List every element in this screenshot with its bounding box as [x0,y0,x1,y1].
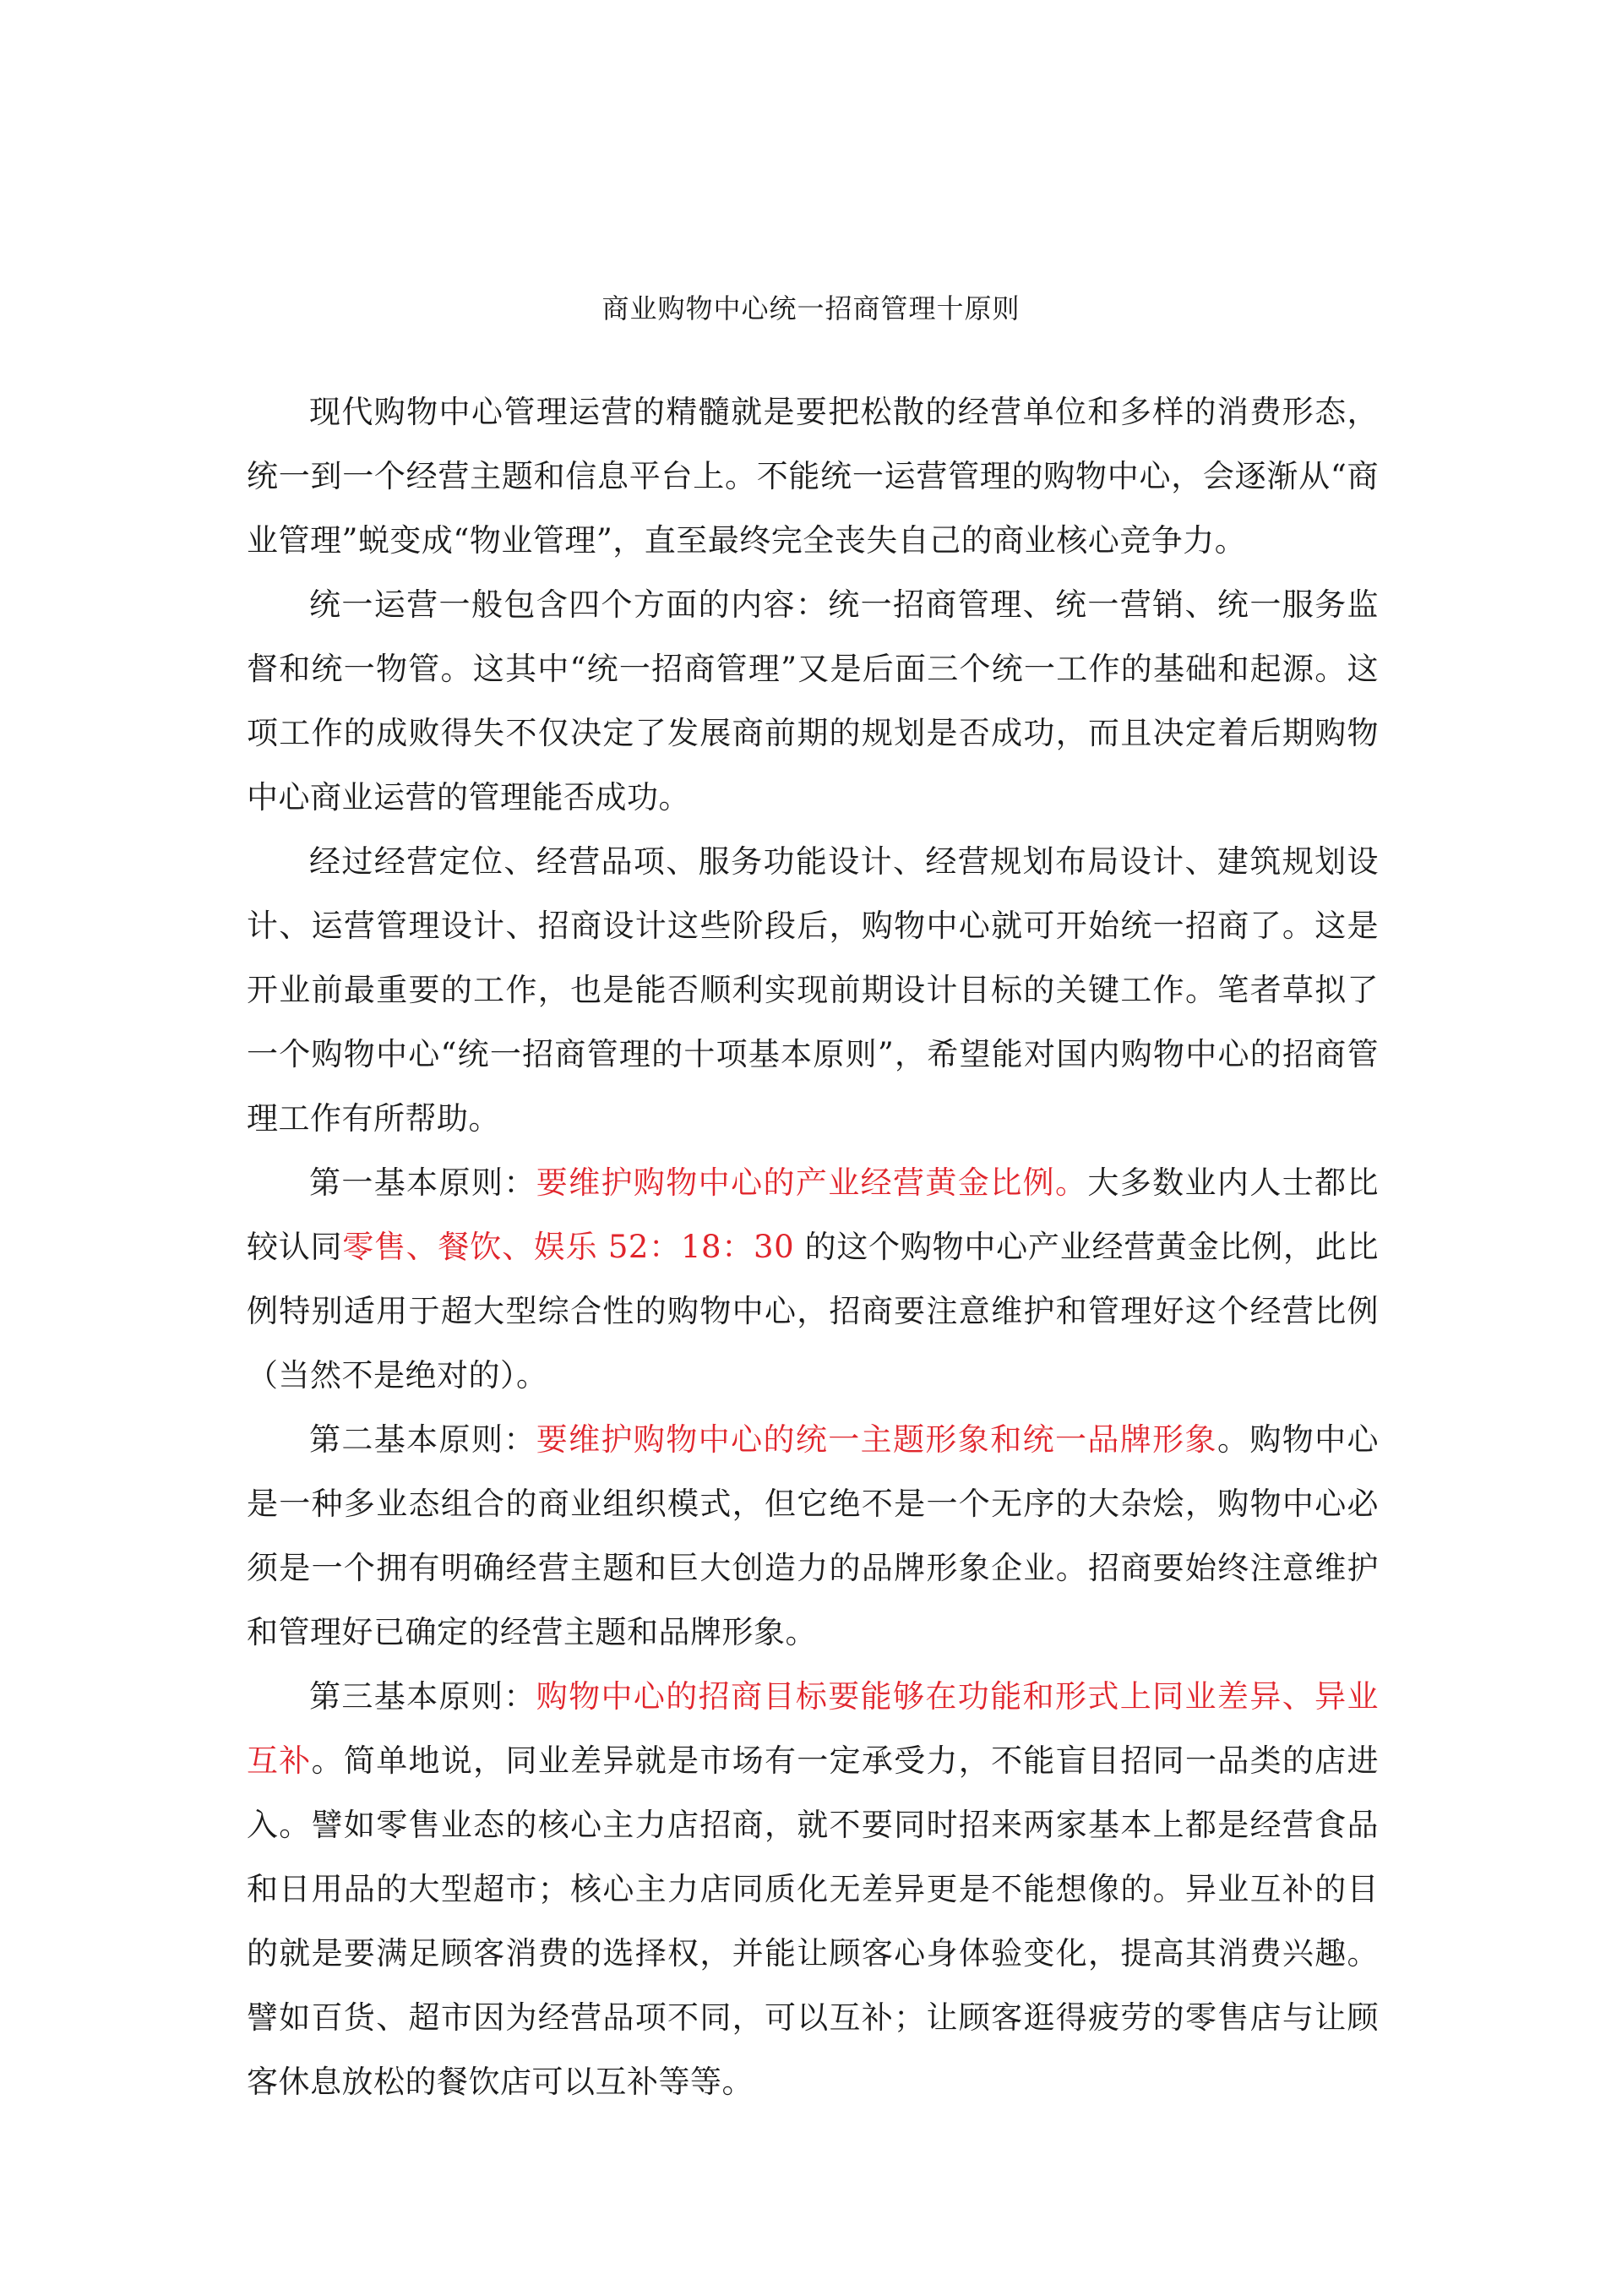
paragraph-principle-2 [247,1408,1379,1665]
paragraph-principle-1 [247,1151,1379,1408]
paragraph-unified-operation [247,573,1379,830]
paragraph-text: 统一运营一般包含四个方面的内容：统一招商管理、统一营销、统一服务监督和统一物管。这其中“统一招商管理”又是后面三个统一工作的基础和起源。这项工作的成败得失不仅决定了发展商前期的规划是否成功，而且决定着后期购物中心商业运营的管理能否成功。 [247,586,1379,815]
paragraph-text: 大多数业内人士都比较认同 [247,1164,1379,1265]
paragraph-text: 经过经营定位、经营品项、服务功能设计、经营规划布局设计、建筑规划设计、运营管理设计、招商设计这些阶段后，购物中心就可开始统一招商了。这是开业前最重要的工作，也是能否顺利实现前期设计目标的关键工作。笔者草拟了一个购物中心“统一招商管理的十项基本原则”，希望能对国内购物中心的招商管理工作有所帮助。 [247,843,1379,1137]
ratio-highlight: 零售、餐饮、娱乐 52：18：30 [342,1229,795,1265]
principle-label: 第三基本原则： [309,1678,536,1715]
document-title: 商业购物中心统一招商管理十原则 [601,292,1021,324]
paragraph-intro [247,380,1379,573]
paragraph-principle-3 [247,1665,1379,2114]
paragraph-ten-principles-intro [247,830,1379,1151]
paragraph-text: 。简单地说，同业差异就是市场有一定承受力，不能盲目招同一品类的店进入。譬如零售业态的核心主力店招商，就不要同时招来两家基本上都是经营食品和日用品的大型超市；核心主力店同质化无差异更是不能想像的。异业互补的目的就是要满足顾客消费的选择权，并能让顾客心身体验变化，提高其消费兴趣。譬如百货、超市因为经营品项不同，可以互补；让顾客逛得疲劳的零售店与让顾客休息放松的餐饮店可以互补等等。 [247,1742,1380,2100]
paragraph-text: 现代购物中心管理运营的精髓就是要把松散的经营单位和多样的消费形态，统一到一个经营主题和信息平台上。不能统一运营管理的购物中心，会逐渐从“商业管理”蜕变成“物业管理”，直至最终完全丧失自己的商业核心竞争力。 [247,394,1379,559]
paragraph-text: 。购物中心是一种多业态组合的商业组织模式，但它绝不是一个无序的大杂烩，购物中心必须是一个拥有明确经营主题和巨大创造力的品牌形象企业。招商要始终注意维护和管理好已确定的经营主题和品牌形象。 [247,1421,1379,1650]
principle-highlight: 要维护购物中心的产业经营黄金比例。 [536,1164,1088,1201]
principle-highlight: 要维护购物中心的统一主题形象和统一品牌形象 [536,1421,1217,1458]
principle-highlight: 购物中心的招商目标要能够在功能和形式上同业差异、异业互补 [247,1678,1379,1779]
principle-label: 第二基本原则： [309,1421,536,1458]
principle-label: 第一基本原则： [309,1164,536,1201]
document-body [247,380,1379,2114]
paragraph-text: 的这个购物中心产业经营黄金比例，此比例特别适用于超大型综合性的购物中心，招商要注意维护和管理好这个经营比例（当然不是绝对的）。 [247,1229,1380,1393]
